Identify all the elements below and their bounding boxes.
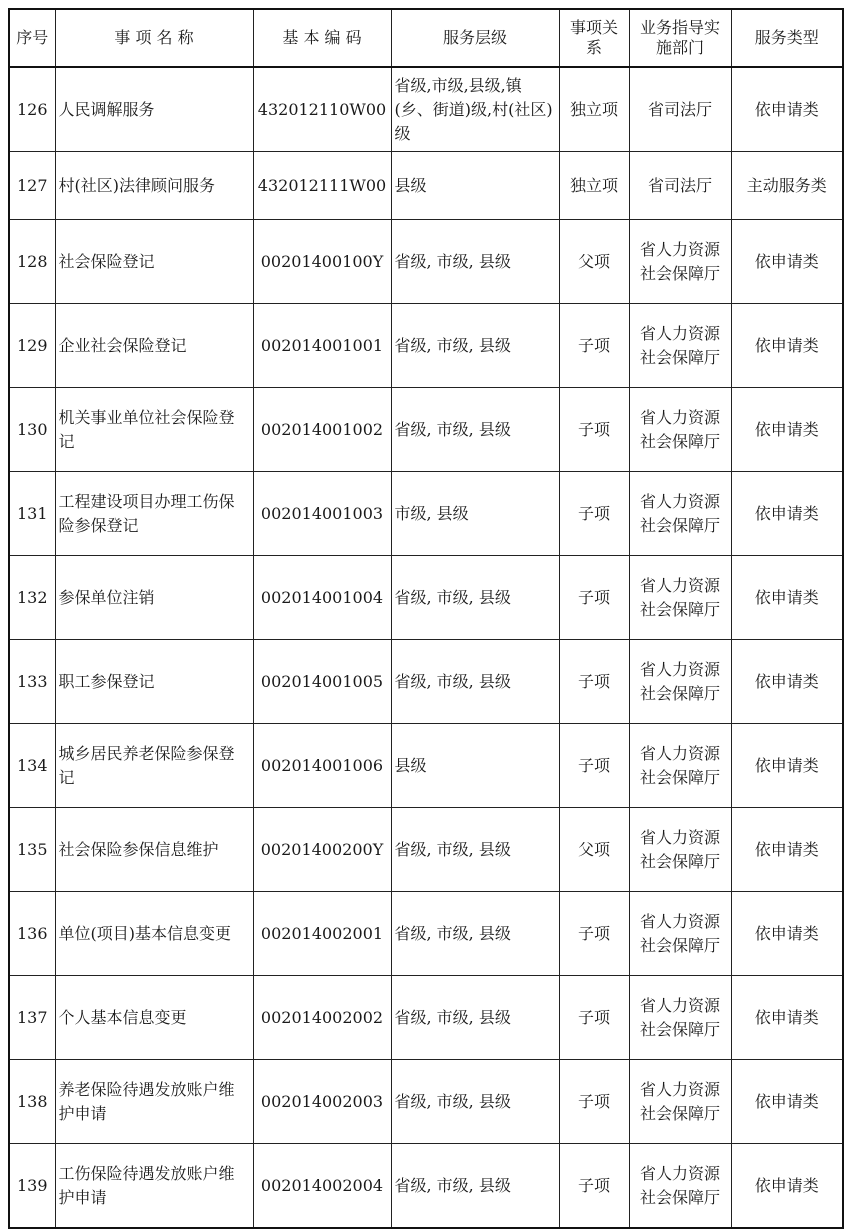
cell-code: 002014002002 [253,976,391,1060]
cell-type: 依申请类 [731,1060,843,1144]
header-index: 序号 [9,9,55,67]
cell-relation: 子项 [559,304,629,388]
cell-type: 依申请类 [731,808,843,892]
cell-relation: 父项 [559,220,629,304]
cell-index: 133 [9,640,55,724]
table-row [9,808,843,892]
cell-level: 省级,市级,县级,镇(乡、街道)级,村(社区)级 [391,67,559,152]
cell-relation: 父项 [559,808,629,892]
cell-type: 依申请类 [731,304,843,388]
cell-type: 主动服务类 [731,152,843,220]
cell-department: 省人力资源社会保障厅 [629,640,731,724]
cell-name: 单位(项目)基本信息变更 [55,892,253,976]
cell-name: 村(社区)法律顾问服务 [55,152,253,220]
cell-department: 省人力资源社会保障厅 [629,388,731,472]
cell-name: 职工参保登记 [55,640,253,724]
table-row [9,220,843,304]
cell-type: 依申请类 [731,724,843,808]
cell-level: 省级, 市级, 县级 [391,1144,559,1229]
table-row [9,1060,843,1144]
cell-name: 个人基本信息变更 [55,976,253,1060]
cell-level: 省级, 市级, 县级 [391,1060,559,1144]
cell-index: 128 [9,220,55,304]
cell-department: 省人力资源社会保障厅 [629,556,731,640]
cell-index: 139 [9,1144,55,1229]
cell-relation: 独立项 [559,152,629,220]
cell-type: 依申请类 [731,220,843,304]
cell-code: 002014001005 [253,640,391,724]
cell-type: 依申请类 [731,388,843,472]
cell-type: 依申请类 [731,892,843,976]
table-row [9,304,843,388]
cell-level: 省级, 市级, 县级 [391,556,559,640]
cell-department: 省人力资源社会保障厅 [629,1144,731,1229]
header-row [9,9,843,67]
table-row [9,1144,843,1229]
header-code: 基 本 编 码 [253,9,391,67]
cell-index: 132 [9,556,55,640]
cell-relation: 独立项 [559,67,629,152]
cell-level: 省级, 市级, 县级 [391,640,559,724]
cell-index: 137 [9,976,55,1060]
table-row [9,152,843,220]
cell-department: 省司法厅 [629,152,731,220]
cell-name: 工伤保险待遇发放账户维护申请 [55,1144,253,1229]
cell-name: 工程建设项目办理工伤保险参保登记 [55,472,253,556]
cell-index: 134 [9,724,55,808]
cell-department: 省人力资源社会保障厅 [629,976,731,1060]
table-row [9,640,843,724]
cell-index: 127 [9,152,55,220]
table-row [9,724,843,808]
cell-index: 130 [9,388,55,472]
cell-department: 省司法厅 [629,67,731,152]
cell-code: 002014001006 [253,724,391,808]
cell-code: 002014001002 [253,388,391,472]
cell-code: 002014002004 [253,1144,391,1229]
cell-code: 002014001001 [253,304,391,388]
cell-relation: 子项 [559,388,629,472]
cell-name: 养老保险待遇发放账户维护申请 [55,1060,253,1144]
cell-index: 136 [9,892,55,976]
header-type: 服务类型 [731,9,843,67]
cell-name: 人民调解服务 [55,67,253,152]
cell-department: 省人力资源社会保障厅 [629,220,731,304]
cell-level: 省级, 市级, 县级 [391,388,559,472]
cell-code: 002014001004 [253,556,391,640]
cell-index: 129 [9,304,55,388]
header-name: 事 项 名 称 [55,9,253,67]
header-department: 业务指导实施部门 [629,9,731,67]
table-row [9,892,843,976]
table-row [9,67,843,152]
cell-relation: 子项 [559,976,629,1060]
cell-code: 00201400200Y [253,808,391,892]
cell-index: 135 [9,808,55,892]
cell-level: 省级, 市级, 县级 [391,304,559,388]
cell-level: 市级, 县级 [391,472,559,556]
cell-level: 省级, 市级, 县级 [391,976,559,1060]
cell-relation: 子项 [559,1060,629,1144]
cell-type: 依申请类 [731,1144,843,1229]
cell-level: 省级, 市级, 县级 [391,220,559,304]
cell-type: 依申请类 [731,976,843,1060]
table-row [9,556,843,640]
cell-level: 省级, 市级, 县级 [391,892,559,976]
cell-name: 社会保险登记 [55,220,253,304]
header-relation: 事项关系 [559,9,629,67]
header-level: 服务层级 [391,9,559,67]
cell-name: 城乡居民养老保险参保登记 [55,724,253,808]
cell-code: 432012110W00 [253,67,391,152]
cell-level: 县级 [391,724,559,808]
cell-department: 省人力资源社会保障厅 [629,1060,731,1144]
cell-index: 131 [9,472,55,556]
cell-code: 002014002003 [253,1060,391,1144]
cell-name: 企业社会保险登记 [55,304,253,388]
cell-relation: 子项 [559,640,629,724]
cell-relation: 子项 [559,472,629,556]
cell-type: 依申请类 [731,472,843,556]
cell-level: 县级 [391,152,559,220]
cell-department: 省人力资源社会保障厅 [629,892,731,976]
cell-relation: 子项 [559,892,629,976]
cell-department: 省人力资源社会保障厅 [629,808,731,892]
cell-department: 省人力资源社会保障厅 [629,472,731,556]
table-row [9,472,843,556]
cell-index: 138 [9,1060,55,1144]
cell-name: 参保单位注销 [55,556,253,640]
cell-type: 依申请类 [731,556,843,640]
cell-level: 省级, 市级, 县级 [391,808,559,892]
cell-code: 002014002001 [253,892,391,976]
cell-name: 社会保险参保信息维护 [55,808,253,892]
cell-relation: 子项 [559,556,629,640]
cell-code: 432012111W00 [253,152,391,220]
cell-type: 依申请类 [731,67,843,152]
cell-department: 省人力资源社会保障厅 [629,724,731,808]
cell-type: 依申请类 [731,640,843,724]
cell-relation: 子项 [559,1144,629,1229]
table-row [9,976,843,1060]
cell-code: 00201400100Y [253,220,391,304]
cell-code: 002014001003 [253,472,391,556]
service-items-table [8,8,844,1229]
cell-department: 省人力资源社会保障厅 [629,304,731,388]
cell-relation: 子项 [559,724,629,808]
cell-index: 126 [9,67,55,152]
cell-name: 机关事业单位社会保险登记 [55,388,253,472]
table-row [9,388,843,472]
